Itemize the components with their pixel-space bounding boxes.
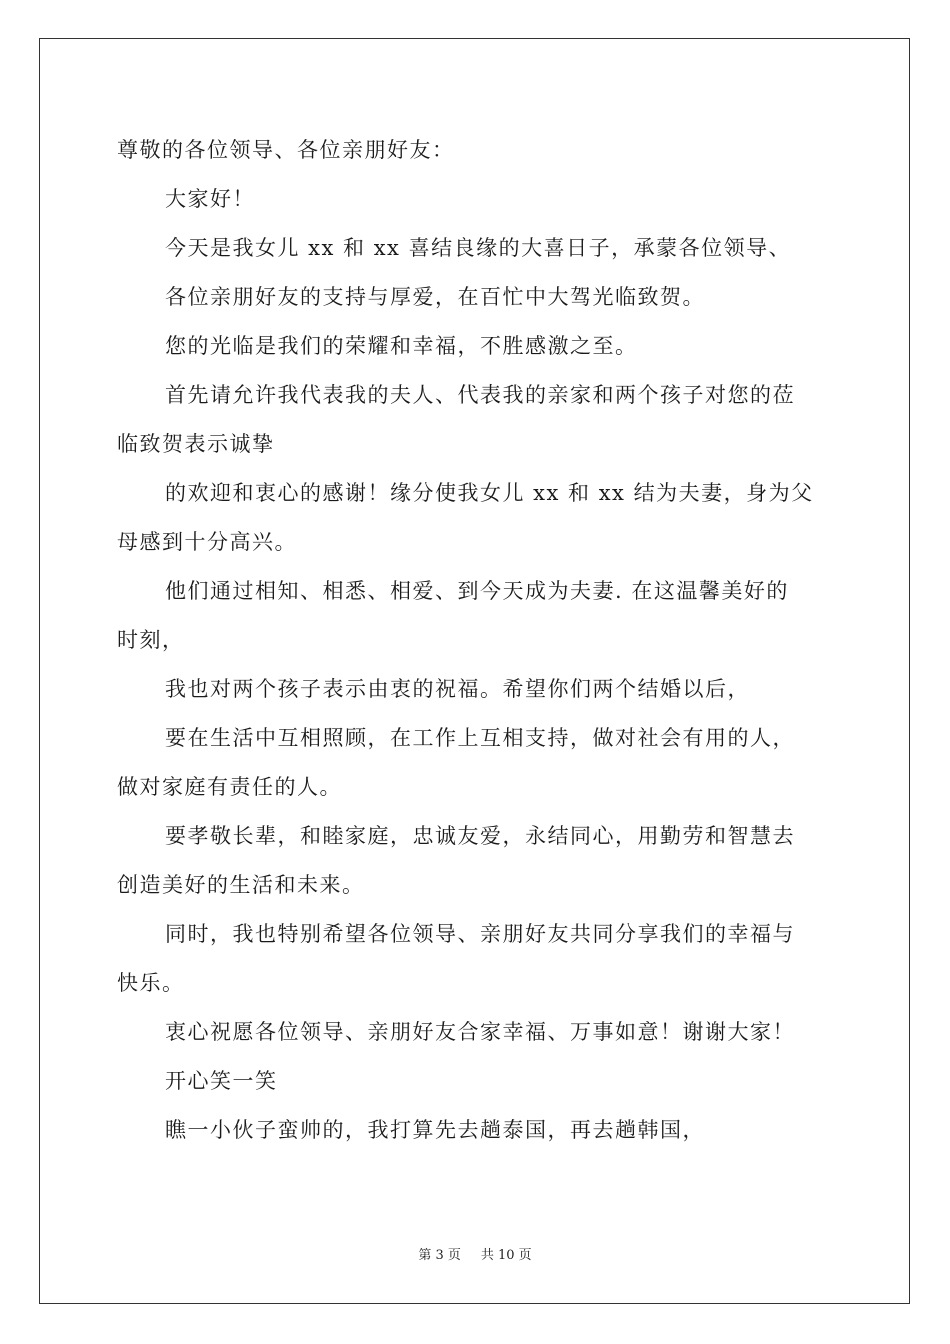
text-line: 尊敬的各位领导、各位亲朋好友： bbox=[117, 138, 455, 162]
page-footer bbox=[0, 1244, 950, 1263]
text-line: 首先请允许我代表我的夫人、代表我的亲家和两个孩子对您的莅 bbox=[165, 383, 795, 407]
text-line: 创造美好的生活和未来。 bbox=[117, 873, 365, 897]
text-line: 要在生活中互相照顾，在工作上互相支持，做对社会有用的人， bbox=[165, 726, 795, 750]
text-line: 的欢迎和衷心的感谢！缘分使我女儿 xx 和 xx 结为夫妻，身为父 bbox=[165, 481, 814, 505]
text-line: 我也对两个孩子表示由衷的祝福。希望你们两个结婚以后， bbox=[165, 677, 750, 701]
text-line: 各位亲朋好友的支持与厚爱，在百忙中大驾光临致贺。 bbox=[165, 285, 705, 309]
text-line: 瞧一小伙子蛮帅的，我打算先去趟泰国，再去趟韩国， bbox=[165, 1118, 705, 1142]
text-line: 大家好！ bbox=[165, 187, 255, 211]
page-total: 共 10 页 bbox=[480, 1248, 532, 1263]
text-line: 他们通过相知、相悉、相爱、到今天成为夫妻. 在这温馨美好的 bbox=[165, 579, 789, 603]
text-line: 时刻， bbox=[117, 628, 185, 652]
text-line: 开心笑一笑 bbox=[165, 1069, 278, 1093]
text-line: 快乐。 bbox=[117, 971, 185, 995]
document-body bbox=[117, 126, 837, 1155]
text-line: 要孝敬长辈，和睦家庭，忠诚友爱，永结同心，用勤劳和智慧去 bbox=[165, 824, 795, 848]
page-number: 第 3 页 bbox=[418, 1248, 461, 1263]
text-line: 衷心祝愿各位领导、亲朋好友合家幸福、万事如意！谢谢大家！ bbox=[165, 1020, 795, 1044]
text-line: 您的光临是我们的荣耀和幸福，不胜感激之至。 bbox=[165, 334, 638, 358]
text-line: 今天是我女儿 xx 和 xx 喜结良缘的大喜日子，承蒙各位领导、 bbox=[165, 236, 792, 260]
text-line: 做对家庭有责任的人。 bbox=[117, 775, 342, 799]
text-line: 母感到十分高兴。 bbox=[117, 530, 297, 554]
text-line: 同时，我也特别希望各位领导、亲朋好友共同分享我们的幸福与 bbox=[165, 922, 795, 946]
text-line: 临致贺表示诚挚 bbox=[117, 432, 275, 456]
